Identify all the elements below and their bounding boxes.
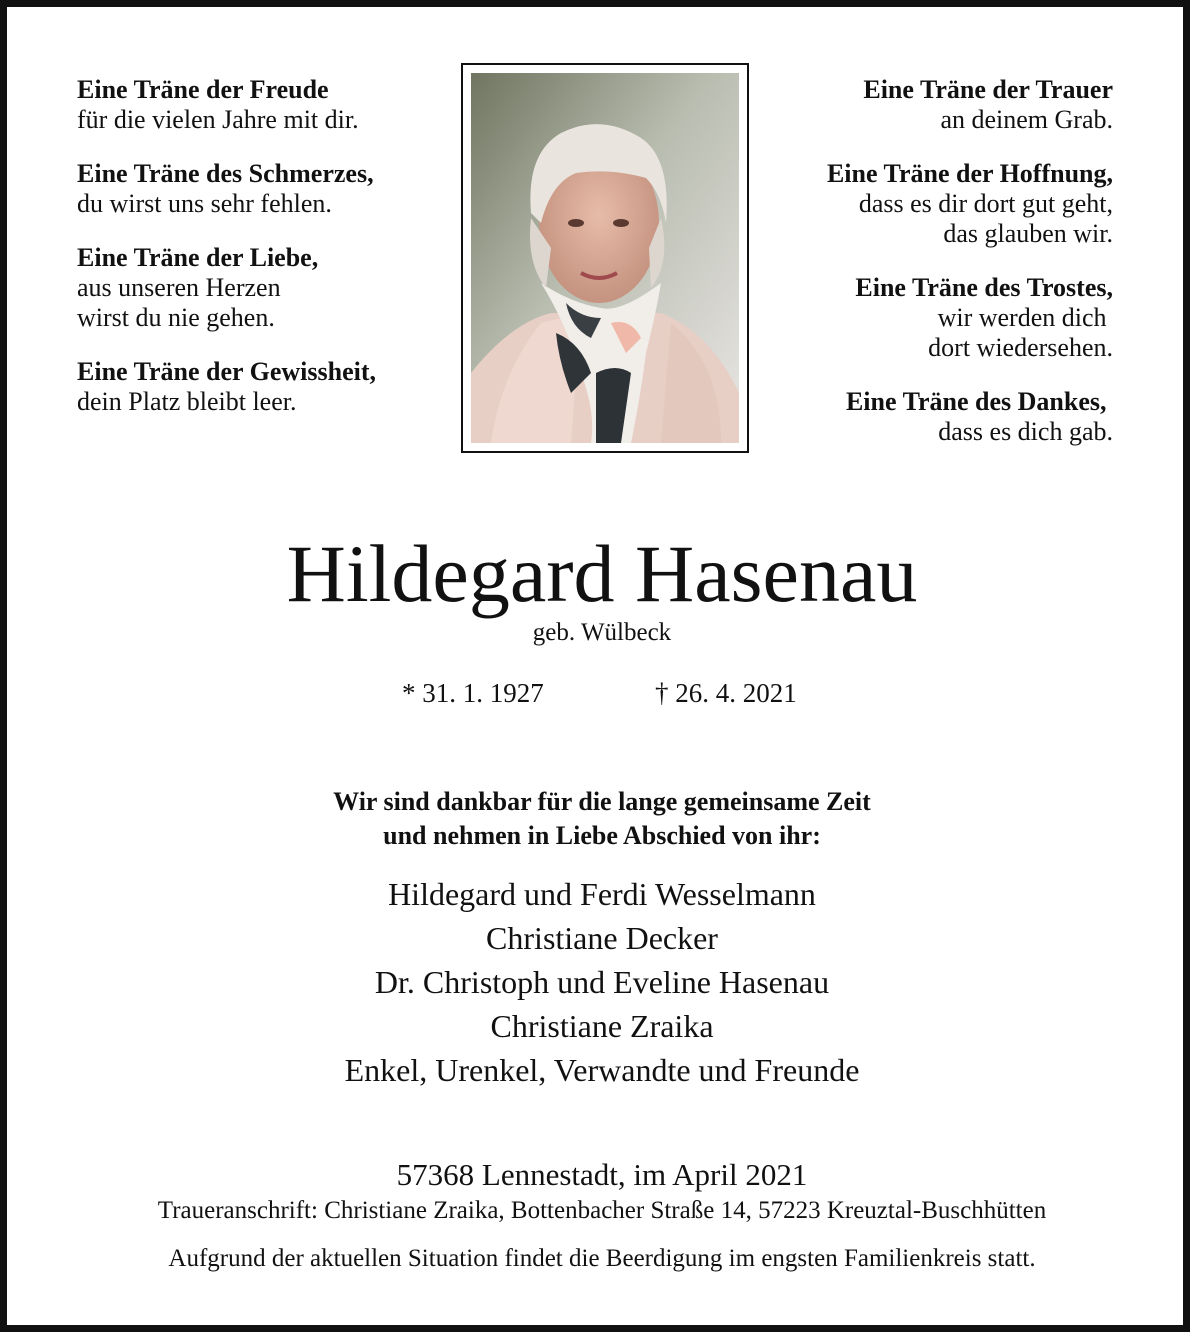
stanza-line: aus unseren Herzen (77, 273, 281, 302)
stanza-heading: Eine Träne der Trauer (863, 75, 1113, 104)
stanza-heading: Eine Träne der Hoffnung, (826, 159, 1113, 188)
mourning-address: Traueranschrift: Christiane Zraika, Bottenbacher Straße 14, 57223 Kreuztal-Buschhütten (157, 1197, 1047, 1224)
poem-stanza (77, 159, 376, 219)
mourner-entry: Christiane Zraika (490, 1008, 714, 1044)
stanza-heading: Eine Träne der Liebe, (77, 243, 319, 272)
stanza-line: dass es dich gab. (938, 417, 1113, 446)
mourner-entry: Dr. Christoph und Eveline Hasenau (374, 964, 830, 1000)
stanza-line: an deinem Grab. (940, 105, 1113, 134)
thanks-line: Wir sind dankbar für die lange gemeinsame Zeit (333, 787, 871, 816)
death-date: † 26. 4. 2021 (655, 678, 797, 708)
poem-stanza (827, 273, 1113, 363)
thanks-line: und nehmen in Liebe Abschied von ihr: (383, 821, 821, 850)
stanza-line: dass es dir dort gut geht, (858, 189, 1113, 218)
stanza-line: dein Platz bleibt leer. (77, 387, 297, 416)
deceased-name: Hildegard Hasenau (286, 528, 918, 619)
funeral-notice: Aufgrund der aktuellen Situation findet die Beerdigung im engsten Familienkreis statt. (168, 1245, 1036, 1272)
poem-stanza (77, 243, 376, 333)
place-and-date: 57368 Lennestadt, im April 2021 (396, 1157, 808, 1192)
stanza-line: das glauben wir. (943, 219, 1113, 248)
birth-date: * 31. 1. 1927 (402, 678, 544, 708)
stanza-heading: Eine Träne des Dankes, (845, 387, 1113, 416)
poem-left-column (77, 75, 376, 441)
portrait-photo (461, 63, 749, 453)
portrait-image (471, 73, 739, 443)
mourner-entry: Enkel, Urenkel, Verwandte und Freunde (344, 1052, 860, 1088)
poem-stanza (827, 387, 1113, 447)
stanza-line: du wirst uns sehr fehlen. (77, 189, 332, 218)
poem-stanza (77, 75, 376, 135)
stanza-heading: Eine Träne der Gewissheit, (77, 357, 376, 386)
poem-right-column (827, 75, 1113, 471)
maiden-name: geb. Wülbeck (532, 619, 672, 646)
stanza-heading: Eine Träne des Schmerzes, (77, 159, 374, 188)
poem-stanza (827, 75, 1113, 135)
stanza-line: dort wiedersehen. (928, 333, 1113, 362)
mourner-entry: Hildegard und Ferdi Wesselmann (388, 876, 816, 912)
poem-stanza (77, 357, 376, 417)
mourners-list (7, 872, 1190, 1092)
poem-stanza (827, 159, 1113, 249)
stanza-line: für die vielen Jahre mit dir. (77, 105, 359, 134)
mourner-entry: Christiane Decker (486, 920, 718, 956)
stanza-heading: Eine Träne des Trostes, (855, 273, 1113, 302)
thanks-text (7, 785, 1190, 853)
stanza-heading: Eine Träne der Freude (77, 75, 329, 104)
stanza-line: wir werden dich (937, 303, 1113, 332)
stanza-line: wirst du nie gehen. (77, 303, 275, 332)
